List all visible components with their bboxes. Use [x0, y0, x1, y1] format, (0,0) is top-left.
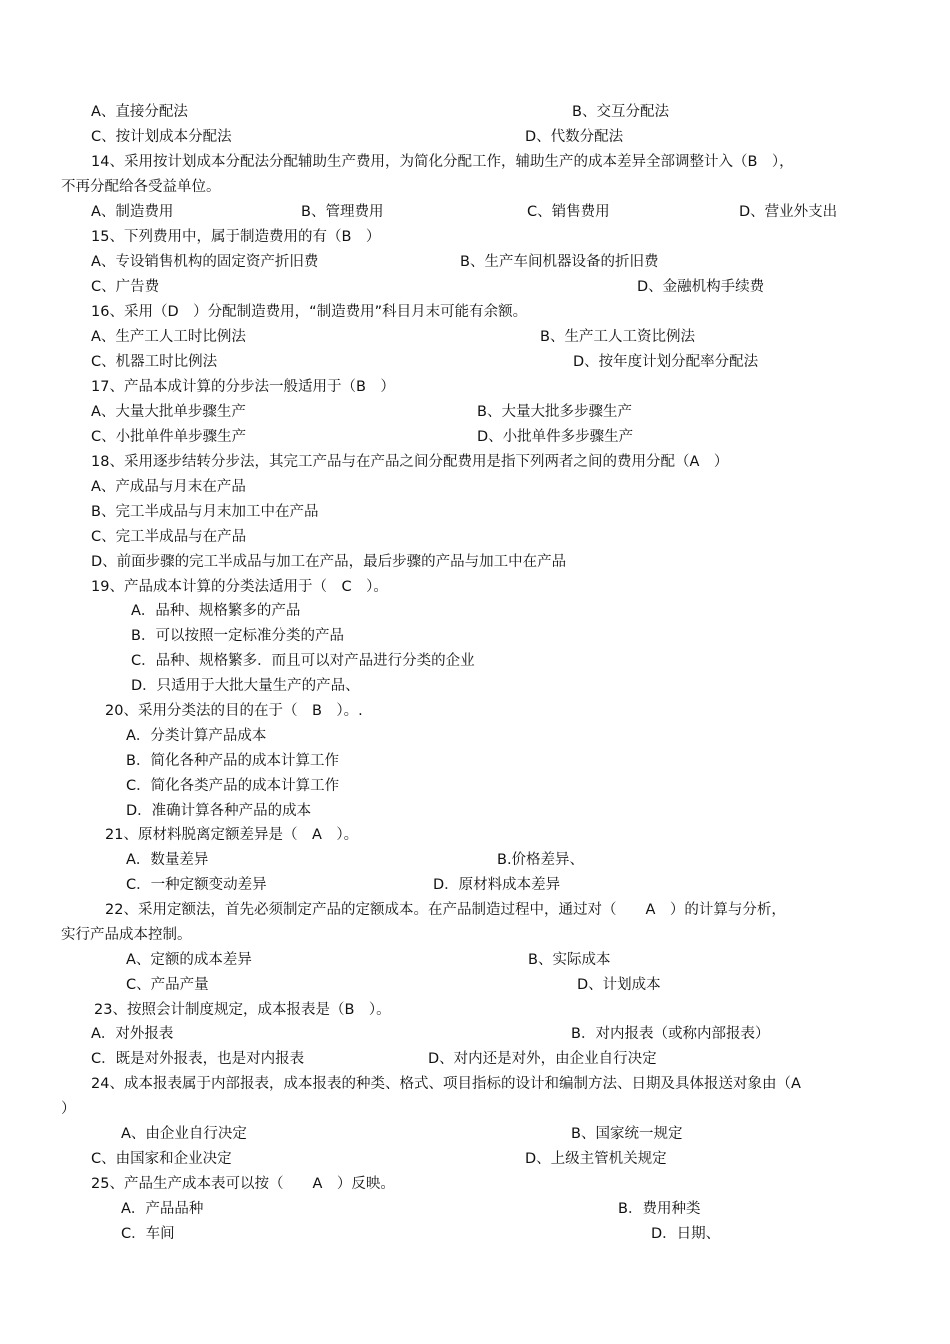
option-a: A、专设销售机构的固定资产折旧费 — [91, 254, 319, 270]
option-b: B．简化各种产品的成本计算工作 — [126, 753, 339, 769]
option-a: A、制造费用 — [91, 204, 174, 220]
question-21: 21、原材料脱离定额差异是（ A ）。 — [105, 827, 359, 843]
question-22: 22、采用定额法，首先必须制定产品的定额成本。在产品制造过程中，通过对（ A ）的计算与分析， — [105, 902, 786, 918]
option-b: B、生产车间机器设备的折旧费 — [460, 254, 659, 270]
option-d: D、前面步骤的完工半成品与加工在产品，最后步骤的产品与加工中在产品 — [91, 554, 567, 570]
option-c: C、按计划成本分配法 — [91, 129, 232, 145]
option-c: C．车间 — [121, 1226, 175, 1242]
option-b: B.价格差异、 — [497, 852, 585, 868]
option-a: A．产品品种 — [121, 1201, 204, 1217]
option-d: D、按年度计划分配率分配法 — [573, 354, 759, 370]
question-19: 19、产品成本计算的分类法适用于（ C ）。 — [91, 579, 388, 595]
option-a: A．分类计算产品成本 — [126, 728, 267, 744]
option-c: C．既是对外报表，也是对内报表 — [91, 1051, 305, 1067]
option-d: D、计划成本 — [577, 977, 661, 993]
option-b: B、交互分配法 — [572, 104, 669, 120]
option-d: D、金融机构手续费 — [637, 279, 765, 295]
option-b: B、完工半成品与月末加工中在产品 — [91, 504, 319, 520]
question-24: 24、成本报表属于内部报表，成本报表的种类、格式、项目指标的设计和编制方法、日期及具体报送对象由（A — [91, 1076, 801, 1092]
option-c: C、小批单件单步骤生产 — [91, 429, 247, 445]
option-c: C、由国家和企业决定 — [91, 1151, 232, 1167]
option-c: C、产品产量 — [126, 977, 209, 993]
option-a: A、大量大批单步骤生产 — [91, 404, 246, 420]
option-b: B、管理费用 — [301, 204, 384, 220]
option-c: C．简化各类产品的成本计算工作 — [126, 778, 340, 794]
option-c: C、机器工时比例法 — [91, 354, 218, 370]
option-c: C．一种定额变动差异 — [126, 877, 267, 893]
question-15: 15、下列费用中，属于制造费用的有（B ） — [91, 229, 381, 245]
option-b: B．可以按照一定标准分类的产品 — [131, 628, 344, 644]
option-b: B、大量大批多步骤生产 — [477, 404, 632, 420]
question-20: 20、采用分类法的目的在于（ B ）。. — [105, 703, 363, 719]
option-d: D、小批单件多步骤生产 — [477, 429, 634, 445]
option-c: C．品种、规格繁多．而且可以对产品进行分类的企业 — [131, 653, 475, 669]
option-a: A．对外报表 — [91, 1026, 174, 1042]
question-25: 25、产品生产成本表可以按（ A ）反映。 — [91, 1176, 395, 1192]
option-c: C、广告费 — [91, 279, 160, 295]
option-d: D、代数分配法 — [525, 129, 624, 145]
option-d: D、对内还是对外，由企业自行决定 — [428, 1051, 657, 1067]
option-d: D．只适用于大批大量生产的产品、 — [131, 678, 360, 694]
option-b: B、生产工人工资比例法 — [540, 329, 695, 345]
option-a: A．品种、规格繁多的产品 — [131, 603, 301, 619]
option-d: D．原材料成本差异 — [433, 877, 561, 893]
option-d: D、上级主管机关规定 — [525, 1151, 667, 1167]
option-c: C、销售费用 — [527, 204, 610, 220]
option-d: D．日期、 — [651, 1226, 721, 1242]
option-b: B、国家统一规定 — [571, 1126, 683, 1142]
option-b: B、实际成本 — [528, 952, 611, 968]
question-14-continuation: 不再分配给各受益单位。 — [61, 179, 221, 195]
option-a: A、定额的成本差异 — [126, 952, 252, 968]
question-18: 18、采用逐步结转分步法，其完工产品与在产品之间分配费用是指下列两者之间的费用分配（A ） — [91, 454, 729, 470]
option-a: A、产成品与月末在产品 — [91, 479, 246, 495]
question-24-continuation: ） — [61, 1101, 76, 1117]
option-c: C、完工半成品与在产品 — [91, 529, 247, 545]
question-17: 17、产品本成计算的分步法一般适用于（B ） — [91, 379, 395, 395]
question-16: 16、采用（D ）分配制造费用，“制造费用”科目月末可能有余额。 — [91, 304, 528, 320]
question-23: 23、按照会计制度规定，成本报表是（B ）。 — [94, 1002, 391, 1018]
question-22-continuation: 实行产品成本控制。 — [61, 927, 192, 943]
option-a: A、由企业自行决定 — [121, 1126, 247, 1142]
option-a: A．数量差异 — [126, 852, 209, 868]
question-14: 14、采用按计划成本分配法分配辅助生产费用，为简化分配工作，辅助生产的成本差异全部调整计入（B ）， — [91, 154, 794, 170]
option-a: A、直接分配法 — [91, 104, 188, 120]
option-a: A、生产工人工时比例法 — [91, 329, 246, 345]
option-b: B．对内报表（或称内部报表） — [571, 1026, 770, 1042]
option-d: D、营业外支出 — [739, 204, 838, 220]
option-b: B．费用种类 — [618, 1201, 701, 1217]
option-d: D．准确计算各种产品的成本 — [126, 803, 312, 819]
